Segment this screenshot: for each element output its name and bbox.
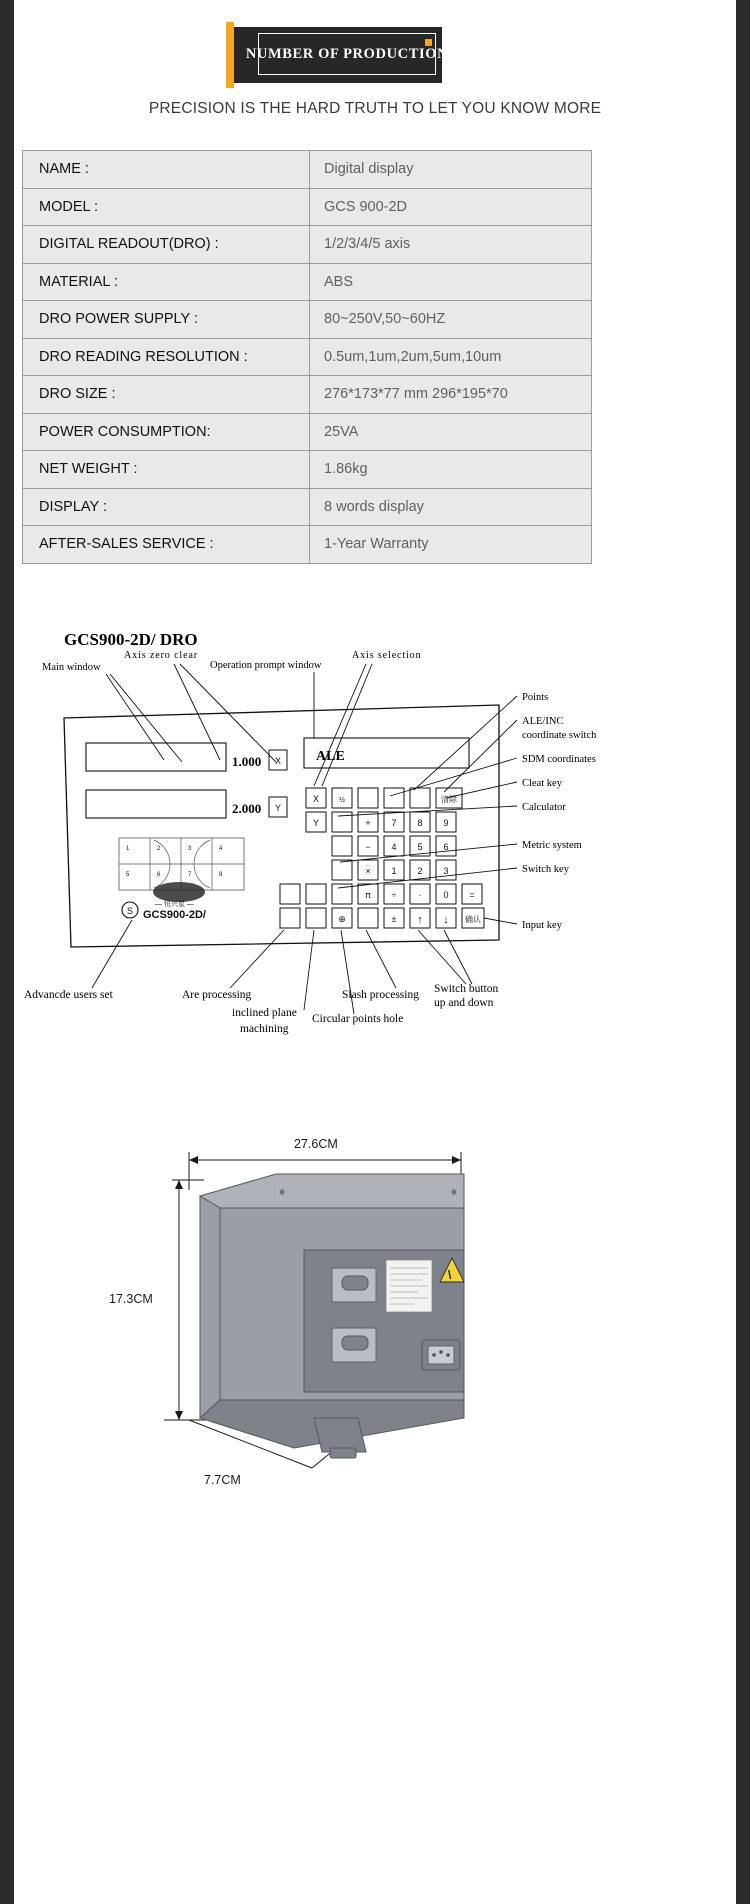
mounting-bracket	[314, 1418, 366, 1452]
brand-mark-letter: S	[126, 906, 134, 916]
table-row	[23, 263, 592, 301]
spec-value: 276*173*77 mm 296*195*70	[310, 376, 592, 414]
callout-axis-selection: Axis selection	[352, 650, 422, 661]
warning-bolt-glyph: \	[448, 1268, 452, 1282]
callout-main-window: Main window	[42, 662, 101, 673]
spec-value: GCS 900-2D	[310, 188, 592, 226]
keypad-row-1	[332, 788, 462, 808]
key-menu[interactable]	[358, 788, 378, 808]
spec-key: NAME :	[23, 151, 310, 189]
key-label-clear: 清除	[441, 795, 457, 804]
key-label-1: 1	[391, 866, 397, 876]
key-table[interactable]	[384, 788, 404, 808]
axis-zero-label-y: Y	[274, 803, 282, 813]
callout-operation-prompt-window: Operation prompt window	[210, 660, 322, 671]
main-window-x	[86, 743, 226, 771]
callout-axis-zero-clear: Axis zero clear	[124, 650, 199, 661]
callout-machining: machining	[240, 1023, 289, 1035]
bracket-foot	[330, 1448, 356, 1458]
callout-circular-points-hole: Circular points hole	[312, 1013, 404, 1025]
callout-calculator: Calculator	[522, 802, 566, 813]
callout-input-key: Input key	[522, 920, 562, 931]
width-arrow-left	[189, 1156, 198, 1164]
depth-dimension-label: 7.7CM	[204, 1473, 241, 1487]
table-row	[23, 226, 592, 264]
dsub-connector-2	[342, 1336, 368, 1350]
key-label-divide: ÷	[391, 890, 397, 900]
key-label-7: 7	[391, 818, 397, 828]
spec-key: AFTER-SALES SERVICE :	[23, 526, 310, 564]
dro-diagram-svg	[14, 610, 736, 1050]
dro-diagram-section	[14, 610, 736, 1050]
screw-top-left	[279, 1189, 284, 1194]
inlet-pin-1	[432, 1353, 436, 1357]
svg-text:7: 7	[188, 872, 192, 878]
table-row	[23, 301, 592, 339]
key-label-0: 0	[443, 890, 449, 900]
key-label-8: 8	[417, 818, 423, 828]
inlet-pin-3	[446, 1353, 450, 1357]
key-label-down: ↓	[443, 914, 449, 926]
spec-key: DISPLAY :	[23, 488, 310, 526]
power-inlet-socket	[428, 1346, 454, 1364]
key-label-equals: =	[469, 890, 475, 900]
spec-key: MATERIAL :	[23, 263, 310, 301]
svg-text:5: 5	[126, 872, 130, 878]
spec-key: MODEL :	[23, 188, 310, 226]
table-row	[23, 376, 592, 414]
height-dimension-label: 17.3CM	[109, 1292, 153, 1306]
table-row	[23, 338, 592, 376]
callout-sdm-coordinates: SDM coordinates	[522, 754, 596, 765]
spec-key: DRO SIZE :	[23, 376, 310, 414]
key-label-6: 6	[443, 842, 449, 852]
key-label-plusminus: ±	[391, 914, 397, 924]
spec-key: DRO READING RESOLUTION :	[23, 338, 310, 376]
keypad-row-5	[280, 884, 482, 904]
dsub-connector-1	[342, 1276, 368, 1290]
spec-key: DIGITAL READOUT(DRO) :	[23, 226, 310, 264]
specification-table	[22, 150, 592, 564]
spec-key: DRO POWER SUPPLY :	[23, 301, 310, 339]
product-detail-page	[14, 0, 736, 1904]
callout-cleat-key: Cleat key	[522, 778, 562, 789]
key-label-3: 3	[443, 866, 449, 876]
key-label-2: 2	[417, 866, 423, 876]
callout-metric-system: Metric system	[522, 840, 582, 851]
key-inclined-plane[interactable]	[306, 908, 326, 928]
table-row	[23, 488, 592, 526]
page-tagline: PRECISION IS THE HARD TRUTH TO LET YOU KNOW MORE	[148, 100, 602, 117]
spec-value: 0.5um,1um,2um,5um,10um	[310, 338, 592, 376]
table-row	[23, 188, 592, 226]
spec-key: POWER CONSUMPTION:	[23, 413, 310, 451]
callout-switch-key: Switch key	[522, 864, 569, 875]
key-label-9: 9	[443, 818, 449, 828]
key-slash[interactable]	[358, 908, 378, 928]
main-window-y	[86, 790, 226, 818]
back-panel-recess	[304, 1250, 464, 1392]
spec-value: 25VA	[310, 413, 592, 451]
key-arc-processing[interactable]	[280, 908, 300, 928]
svg-text:8: 8	[219, 872, 223, 878]
width-arrow-right	[452, 1156, 461, 1164]
key-label-minus: −	[365, 842, 371, 852]
keypad-row-3	[332, 836, 456, 856]
dro-diagram-title: GCS900-2D/ DRO	[64, 630, 198, 649]
keypad-row-6	[280, 908, 484, 928]
banner-accent-bar	[226, 22, 234, 88]
key-func-b[interactable]	[306, 884, 326, 904]
key-label-pi: π	[364, 890, 372, 900]
brand-logo-icon	[153, 882, 205, 902]
callout-points: Points	[522, 692, 549, 703]
svg-text:2: 2	[157, 846, 161, 852]
svg-text:3: 3	[188, 846, 192, 852]
inlet-pin-2	[439, 1350, 443, 1354]
table-row	[23, 413, 592, 451]
spec-value: 1/2/3/4/5 axis	[310, 226, 592, 264]
key-label-dot: ·	[418, 890, 422, 900]
table-row	[23, 526, 592, 564]
display-value-x: 1.000	[232, 754, 262, 769]
width-dimension-label: 27.6CM	[294, 1137, 338, 1151]
svg-text:— 恒兴星 —: — 恒兴星 —	[155, 901, 194, 908]
header-banner	[14, 22, 736, 88]
key-label-up: ↑	[417, 914, 423, 926]
enclosure-top-face	[200, 1174, 464, 1208]
callout-arc-processing: Are processing	[182, 989, 252, 1001]
brand-model-text: GCS900-2D/	[143, 909, 206, 921]
key-func-a[interactable]	[280, 884, 300, 904]
key-label: ½	[339, 797, 345, 804]
callout-inclined-plane: inclined plane	[232, 1007, 297, 1019]
spec-value: 80~250V,50~60HZ	[310, 301, 592, 339]
spec-value: ABS	[310, 263, 592, 301]
key-fn3[interactable]	[332, 860, 352, 880]
key-label-4: 4	[391, 842, 397, 852]
callout-coordinate-switch: coordinate switch	[522, 730, 597, 741]
specification-table-body	[23, 151, 592, 564]
key-label-multiply: ×	[365, 866, 371, 876]
height-arrow-bottom	[175, 1411, 183, 1420]
banner-accent-square	[425, 39, 432, 46]
banner-frame	[245, 33, 449, 75]
svg-text:6: 6	[157, 872, 161, 878]
spec-key: NET WEIGHT :	[23, 451, 310, 489]
callout-switch-button: Switch button	[434, 983, 499, 995]
dimension-drawing-svg	[14, 1100, 736, 1520]
key-label-plus: +	[365, 818, 371, 828]
key-label-circular: ⊕	[338, 914, 346, 924]
axis-select-label-y: Y	[312, 818, 320, 828]
height-arrow-top	[175, 1180, 183, 1189]
svg-text:4: 4	[219, 846, 223, 852]
enclosure-left-face	[200, 1196, 220, 1418]
key-label-enter: 确认	[465, 915, 481, 924]
banner-title: NUMBER OF PRODUCTION	[245, 45, 449, 62]
prompt-window-text: ALE	[316, 749, 345, 764]
key-label-5: 5	[417, 842, 423, 852]
table-row	[23, 151, 592, 189]
display-value-y: 2.000	[232, 801, 262, 816]
callout-advanced-users-set: Advancde users set	[24, 989, 113, 1001]
key-grid[interactable]	[410, 788, 430, 808]
callout-slash-processing: Slash processing	[342, 989, 419, 1001]
screw-top-right	[451, 1189, 456, 1194]
callout-up-and-down: up and down	[434, 997, 494, 1009]
spec-value: 1.86kg	[310, 451, 592, 489]
spec-value: 8 words display	[310, 488, 592, 526]
axis-select-label-x: X	[312, 794, 320, 804]
key-fn2[interactable]	[332, 836, 352, 856]
spec-value: 1-Year Warranty	[310, 526, 592, 564]
axis-zero-label-x: X	[274, 756, 282, 766]
callout-ale-inc: ALE/INC	[522, 716, 564, 727]
dimension-drawing-section	[14, 1100, 736, 1520]
spec-value: Digital display	[310, 151, 592, 189]
svg-text:1: 1	[126, 846, 130, 852]
table-row	[23, 451, 592, 489]
